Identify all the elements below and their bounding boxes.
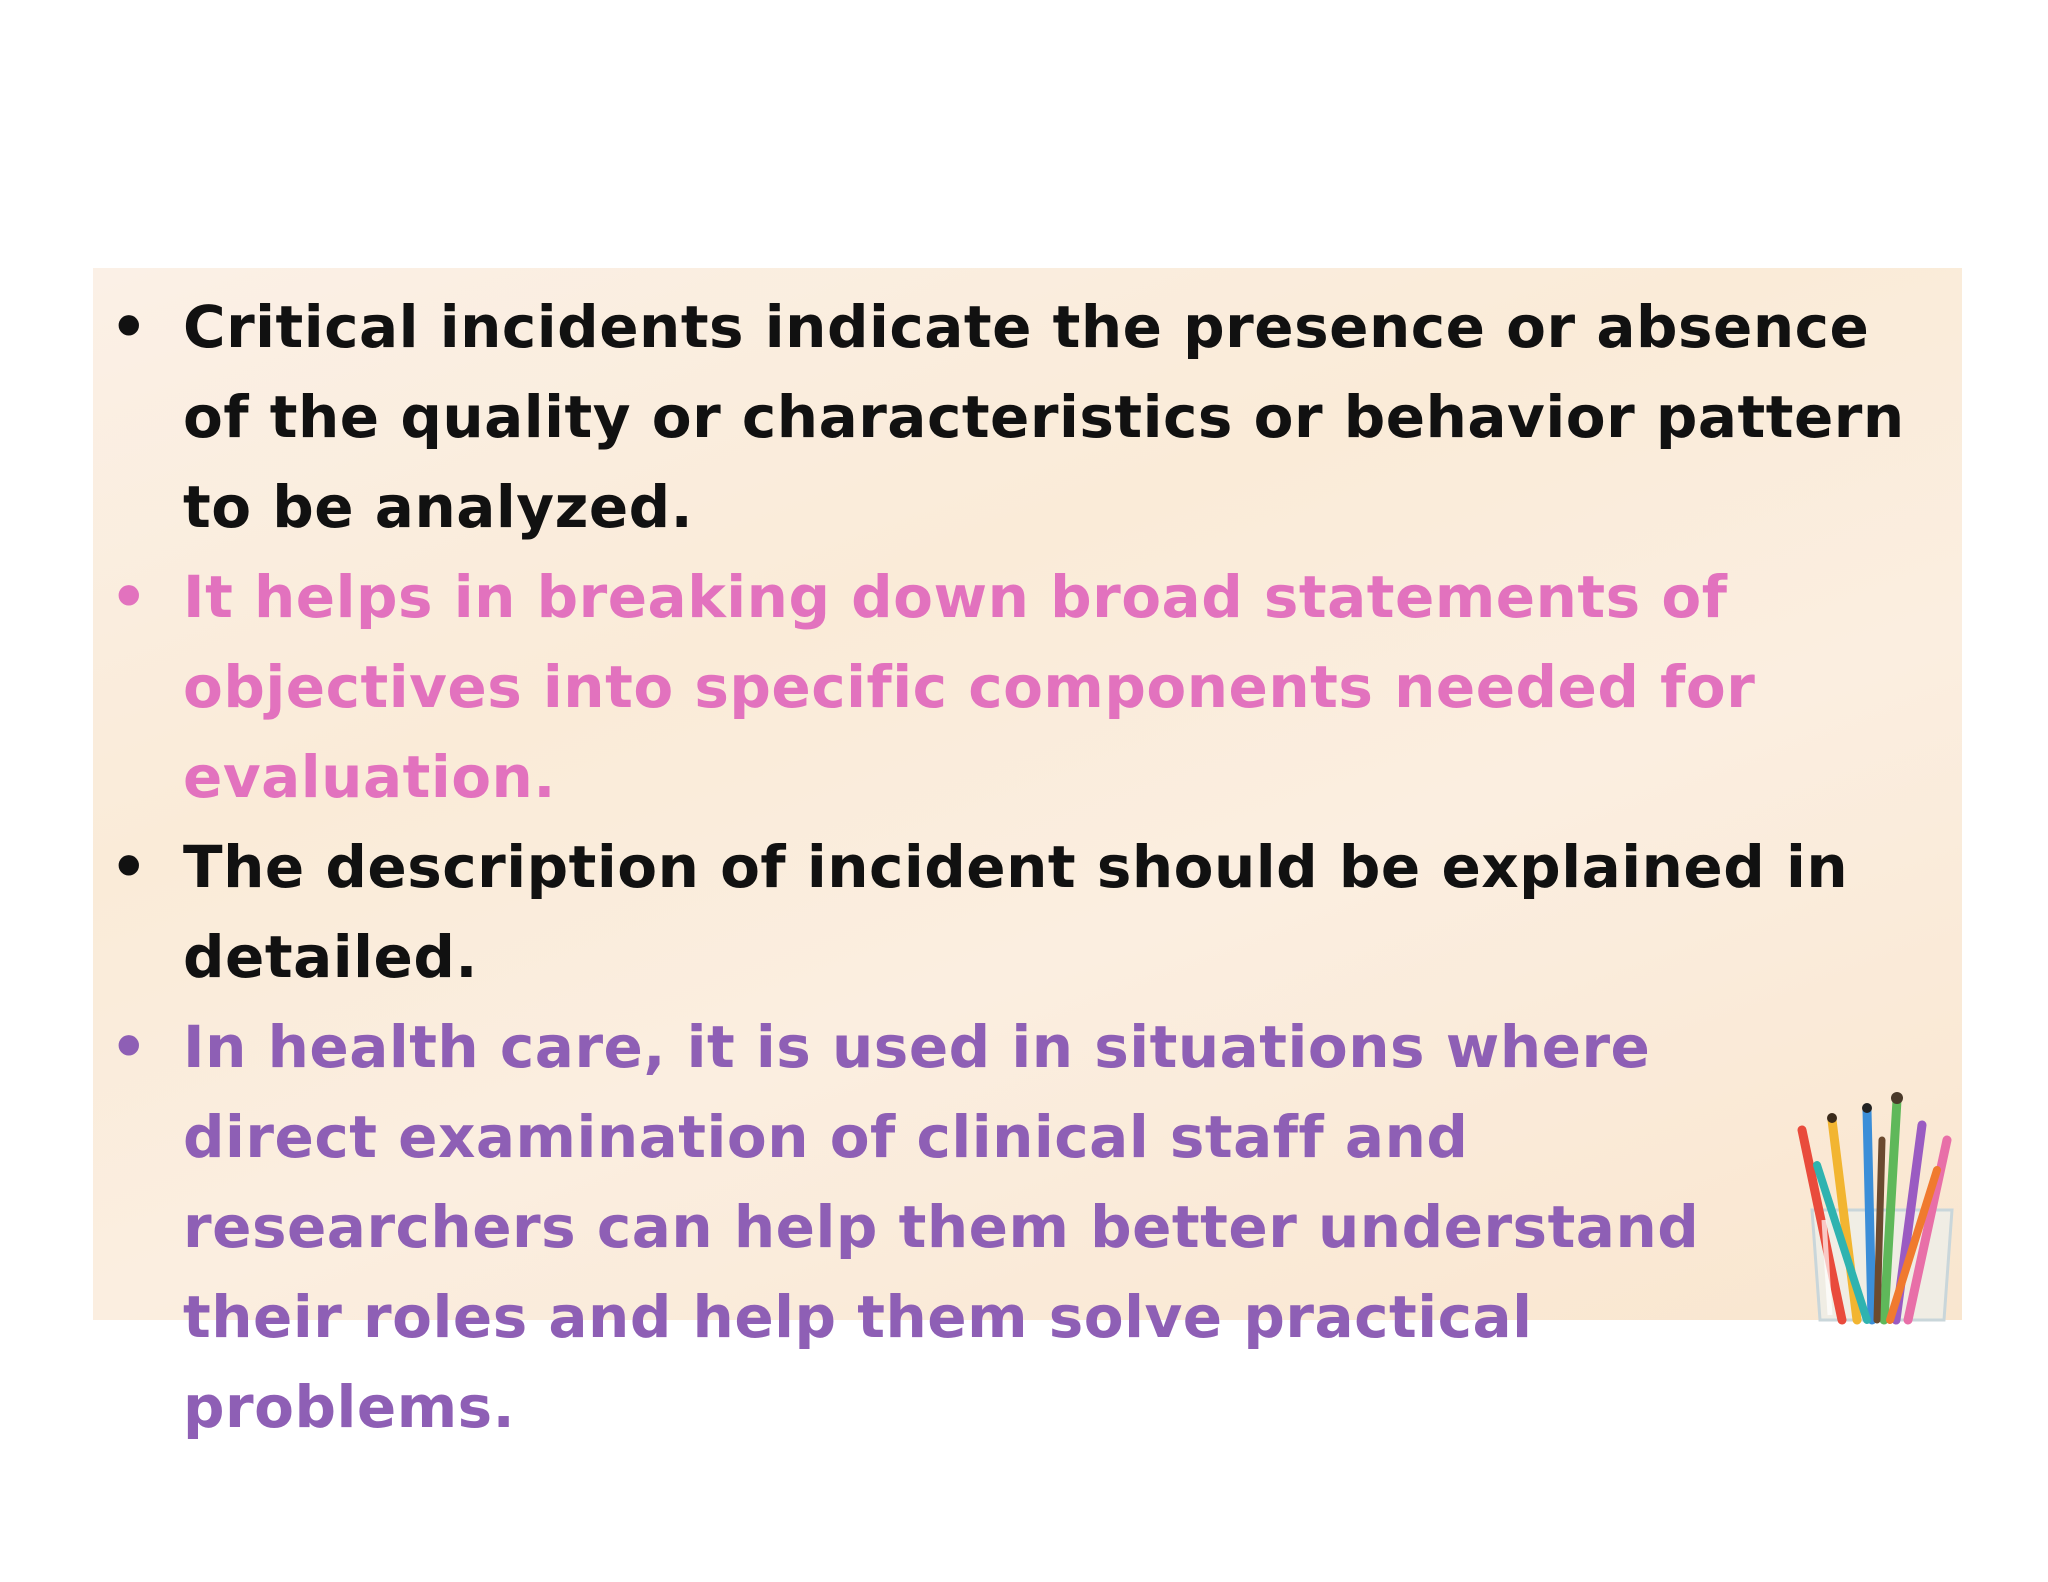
slide <box>93 268 1962 1441</box>
bullet-text: The description of incident should be explained in detailed. <box>183 833 1849 991</box>
bullet-text: In health care, it is used in situations where direct examination of clinical staff and researchers can help them better understand their roles and help them solve practical problems. <box>183 1013 1700 1441</box>
bullet-marker: • <box>110 563 148 631</box>
bullet-item <box>93 1002 1962 1452</box>
bullet-marker: • <box>110 1013 148 1081</box>
bullet-list <box>93 282 1962 1452</box>
bullet-marker: • <box>110 833 148 901</box>
bullet-item <box>93 282 1962 552</box>
bullet-marker: • <box>110 293 148 361</box>
bullet-text: Critical incidents indicate the presence or absence of the quality or characteristics or behavior pattern to be analyzed. <box>183 293 1905 541</box>
bullet-item <box>93 552 1962 822</box>
pencil-cup-icon <box>1772 1070 1962 1320</box>
bullet-item <box>93 822 1962 1002</box>
bullet-text: It helps in breaking down broad statements of objectives into specific components needed for evaluation. <box>183 563 1756 811</box>
